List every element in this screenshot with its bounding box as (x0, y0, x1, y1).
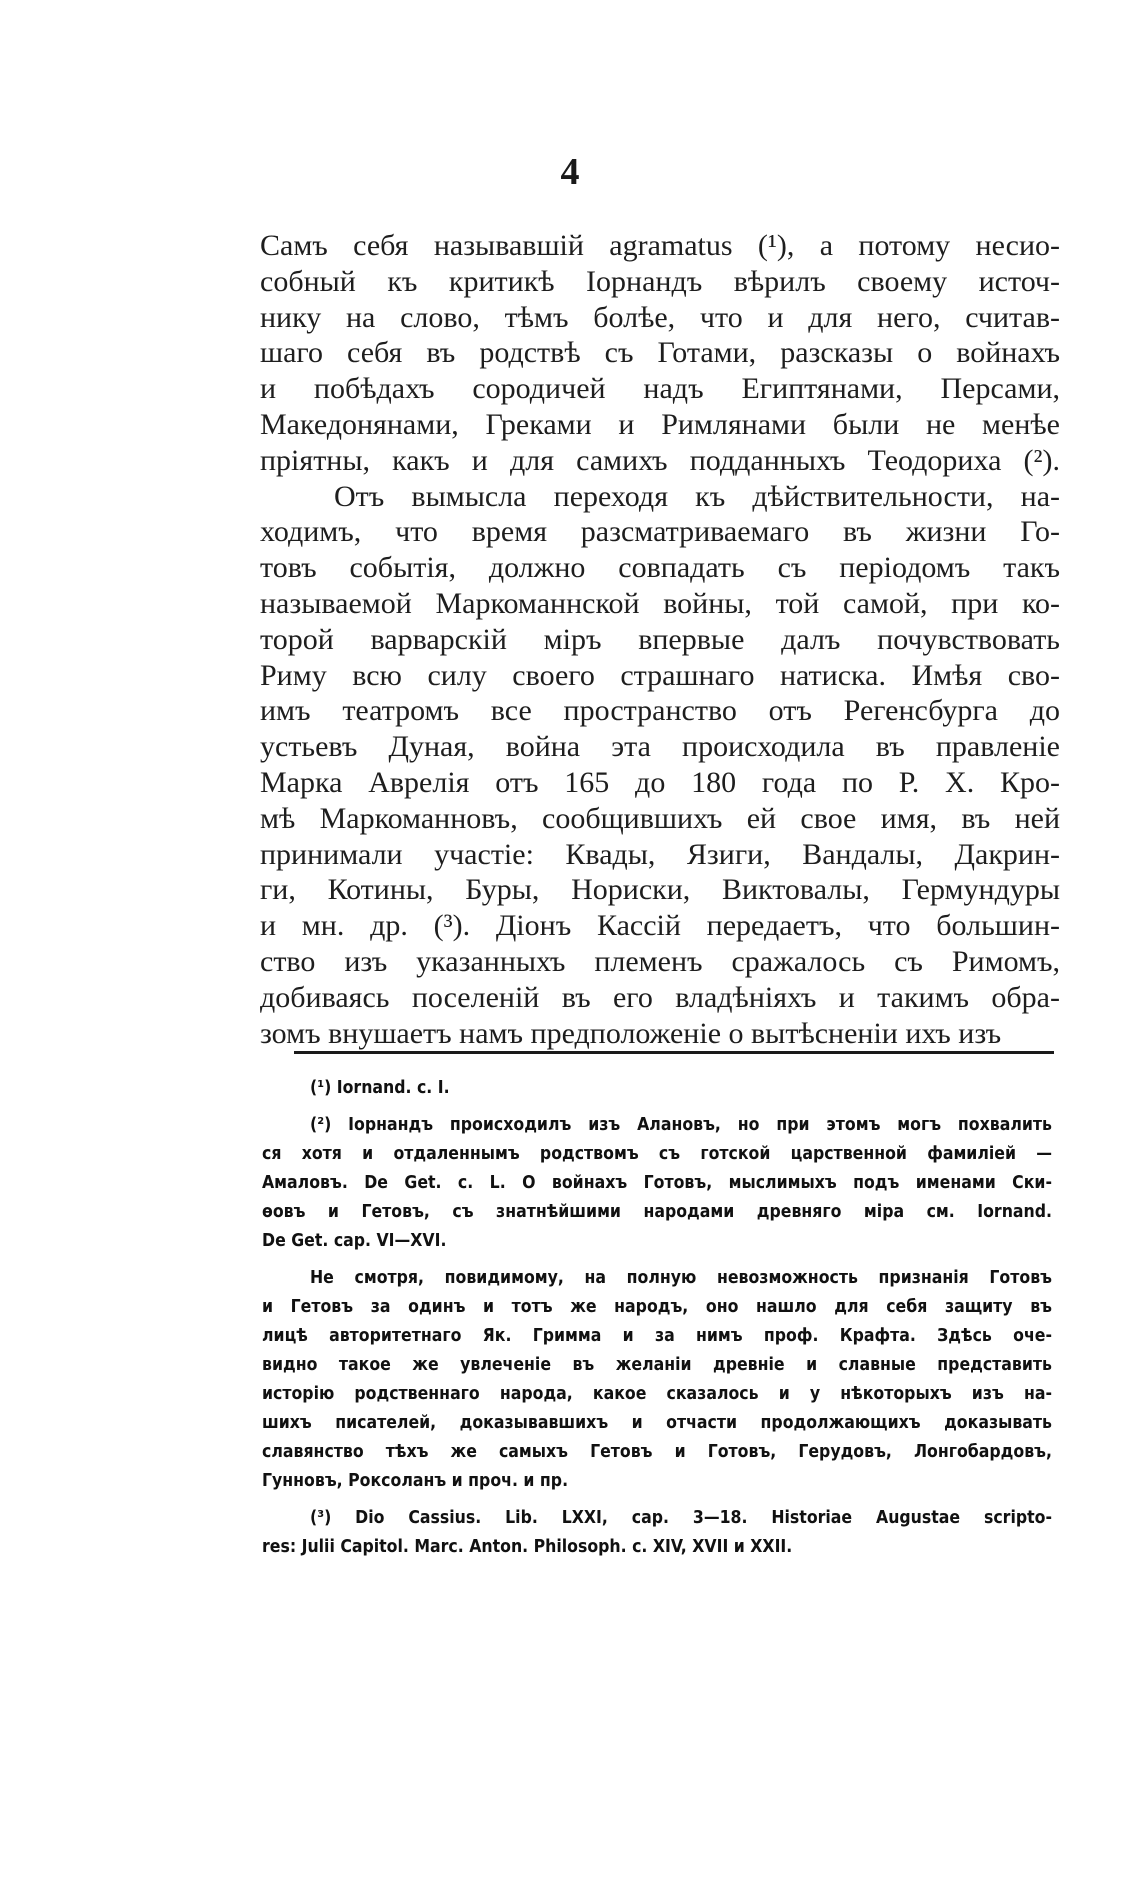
main-text-line: ги, Котины, Буры, Нориски, Виктовалы, Гермундуры (260, 873, 1060, 907)
footnote-line: (²) Іорнандъ происходилъ изъ Алановъ, но при этомъ могъ похвалить (310, 1115, 1052, 1135)
footnote-line: res: Julii Capitol. Marc. Anton. Philosoph. c. XIV, XVII и XXII. (262, 1537, 793, 1557)
footnote-line: ѳовъ и Гетовъ, съ знатнѣйшими народами древняго міра см. Iornand. (262, 1202, 1052, 1222)
footnote-divider (294, 1051, 1054, 1054)
page-number: 4 (560, 151, 580, 193)
main-text-line: называемой Маркоманнской войны, той самой, при ко- (260, 586, 1060, 620)
main-text-line: товъ событія, должно совпадать съ періодомъ такъ (260, 551, 1060, 585)
main-text-line: и мн. др. (³). Діонъ Кассій передаетъ, что большин- (260, 909, 1060, 943)
footnote-3 (262, 1504, 1052, 1562)
main-text-line: Самъ себя называвшій agramatus (¹), а потому несио- (260, 229, 1060, 262)
main-text (260, 228, 1060, 1051)
main-text-line: имъ театромъ все пространство отъ Регенсбурга до (260, 694, 1060, 728)
main-text-line: добиваясь поселеній въ его владѣніяхъ и такимъ обра- (260, 980, 1060, 1014)
footnote-line: лицѣ авторитетнаго Як. Гримма и за нимъ проф. Крафта. Здѣсь оче- (262, 1326, 1052, 1346)
footnote-line: Гунновъ, Роксоланъ и проч. и пр. (262, 1471, 569, 1491)
main-text-line: мѣ Маркоманновъ, сообщившихъ ей свое имя, въ ней (260, 801, 1060, 835)
main-text-line: принимали участіе: Квады, Язиги, Вандалы, Дакрин- (260, 837, 1060, 871)
main-text-line: устьевъ Дуная, война эта происходила въ правленіе (260, 730, 1060, 764)
main-text-line: ство изъ указанныхъ племенъ сражалось съ Римомъ, (260, 944, 1060, 978)
footnote-line: (¹) Iornand. c. I. (310, 1078, 450, 1098)
main-text-line: Отъ вымысла переходя къ дѣйствительности, на- (334, 479, 1060, 513)
main-text-line: зомъ внушаетъ намъ предположеніе о вытѣсненіи ихъ изъ (260, 1016, 1002, 1050)
main-text-line: торой варварскій міръ впервые далъ почувствовать (260, 622, 1060, 656)
footnote-1 (262, 1074, 1052, 1103)
footnote-line: ся хотя и отдаленнымъ родствомъ съ готской царственной фамиліей — (262, 1144, 1052, 1164)
main-text-line: Марка Аврелія отъ 165 до 180 года по Р. Х. Кро- (260, 765, 1060, 799)
footnote-line: (³) Dio Cassius. Lib. LXXI, cap. 3—18. Historiae Augustae scripto- (310, 1508, 1052, 1528)
main-text-line: ходимъ, что время разсматриваемаго въ жизни Го- (260, 515, 1060, 549)
footnote-line: De Get. cap. VI—XVI. (262, 1231, 447, 1251)
footnote-line: славянство тѣхъ же самыхъ Гетовъ и Готовъ, Герудовъ, Лонгобардовъ, (262, 1442, 1052, 1462)
footnote-line: Не смотря, повидимому, на полную невозможность признанія Готовъ (310, 1268, 1052, 1288)
footnote-line: шихъ писателей, доказывавшихъ и отчасти продолжающихъ доказывать (262, 1413, 1052, 1433)
footnote-line: Амаловъ. De Get. c. L. О войнахъ Готовъ, мыслимыхъ подъ именами Ски- (262, 1173, 1052, 1193)
main-text-line: Риму всю силу своего страшнаго натиска. Имѣя сво- (260, 658, 1060, 692)
main-text-line: Македонянами, Греками и Римлянами были не менѣе (260, 407, 1060, 441)
main-text-line: шаго себя въ родствѣ съ Готами, разсказы о войнахъ (260, 336, 1060, 370)
footnote-2 (262, 1111, 1052, 1256)
footnote-line: исторію родственнаго народа, какое сказалось и у нѣкоторыхъ изъ на- (262, 1384, 1052, 1404)
footnote-2-continuation (262, 1264, 1052, 1496)
main-text-line: и побѣдахъ сородичей надъ Египтянами, Персами, (260, 372, 1060, 406)
main-text-line: нику на слово, тѣмъ болѣе, что и для него, считав- (260, 300, 1060, 334)
footnote-line: видно такое же увлеченіе въ желаніи древніе и славные представить (262, 1355, 1052, 1375)
main-text-line: пріятны, какъ и для самихъ подданныхъ Теодориха (²). (260, 443, 1060, 477)
footnote-line: и Гетовъ за одинъ и тотъ же народъ, оно нашло для себя защиту въ (262, 1297, 1052, 1317)
main-text-line: собный къ критикѣ Іорнандъ вѣрилъ своему источ- (260, 264, 1060, 298)
footnotes (262, 1074, 1052, 1570)
